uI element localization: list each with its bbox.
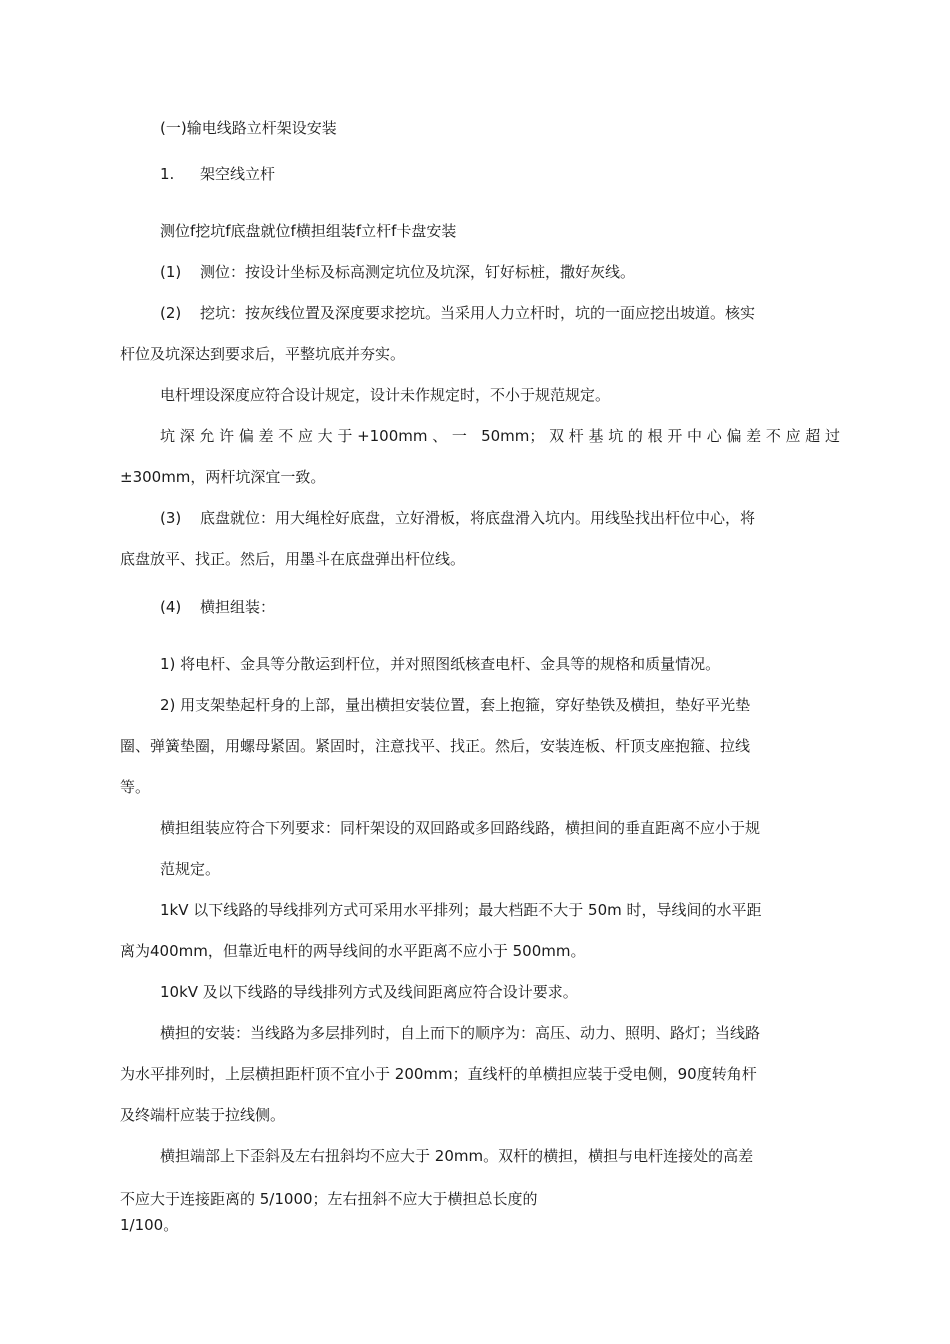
- deviation-line-1: 坑深允许偏差不应大于+100mm、一 50mm；双杆基坑的根开中心偏差不应超过: [160, 427, 840, 445]
- tilt-line-1: 横担端部上下歪斜及左右扭斜均不应大于 20mm。双杆的横担，横担与电杆连接处的高差: [160, 1147, 754, 1165]
- item-2-line-1: 2) 用支架垫起杆身的上部，量出横担安装位置，套上抱箍，穿好垫铁及横担，垫好平光垫: [160, 696, 751, 714]
- step-3-text: 底盘就位：用大绳栓好底盘，立好滑板，将底盘滑入坑内。用线坠找出杆位中心，将: [200, 509, 756, 527]
- step-2-number: (2): [160, 304, 182, 322]
- step-4-number: (4): [160, 598, 182, 616]
- step-1-text: 测位：按设计坐标及标高测定坑位及坑深，钉好标桩，撒好灰线。: [200, 263, 636, 281]
- requirements-line-1: 横担组装应符合下列要求：同杆架设的双回路或多回路线路，横担间的垂直距离不应小于规: [160, 819, 761, 837]
- item-1: 1) 将电杆、金具等分散运到杆位，并对照图纸核查电杆、金具等的规格和质量情况。: [160, 655, 721, 673]
- tilt-line-3: 1/100。: [120, 1216, 179, 1234]
- step-1: [160, 262, 635, 282]
- tilt-line-2: 不应大于连接距离的 5/1000；左右扭斜不应大于横担总长度的: [120, 1190, 538, 1208]
- kv1-line-1: 1kV 以下线路的导线排列方式可采用水平排列；最大档距不大于 50m 时，导线间的水平距: [160, 901, 762, 919]
- install-line-1: 横担的安装：当线路为多层排列时，自上而下的顺序为：高压、动力、照明、路灯；当线路: [160, 1024, 761, 1042]
- heading: (一)输电线路立杆架设安装: [160, 119, 337, 137]
- kv10-paragraph: 10kV 及以下线路的导线排列方式及线间距离应符合设计要求。: [160, 983, 578, 1001]
- depth-paragraph: 电杆埋设深度应符合设计规定，设计未作规定时，不小于规范规定。: [160, 386, 611, 404]
- item-2-line-2: 圈、弹簧垫圈，用螺母紧固。紧固时，注意找平、找正。然后，安装连板、杆顶支座抱箍、拉线: [120, 737, 751, 755]
- step-2-text: 挖坑：按灰线位置及深度要求挖坑。当采用人力立杆时，坑的一面应挖出坡道。核实: [200, 304, 756, 322]
- install-line-2: 为水平排列时，上层横担距杆顶不宜小于 200mm；直线杆的单横担应装于受电侧，90度转角杆: [120, 1065, 757, 1083]
- step-3-number: (3): [160, 509, 182, 527]
- step-2-line-2: 杆位及坑深达到要求后，平整坑底并夯实。: [120, 345, 406, 363]
- step-1-number: (1): [160, 263, 182, 281]
- section-number: 1.: [160, 165, 175, 183]
- requirements-line-2: 范规定。: [160, 860, 221, 878]
- step-4-title: 横担组装：: [200, 598, 276, 616]
- section-heading: [160, 164, 275, 184]
- install-line-3: 及终端杆应装于拉线侧。: [120, 1106, 286, 1124]
- kv1-line-2: 离为400mm，但靠近电杆的两导线间的水平距离不应小于 500mm。: [120, 942, 586, 960]
- step-3-line-2: 底盘放平、找正。然后，用墨斗在底盘弹出杆位线。: [120, 550, 466, 568]
- step-4: [160, 597, 275, 617]
- section-title: 架空线立杆: [200, 165, 276, 183]
- step-3-line-1: [160, 508, 755, 528]
- item-2-line-3: 等。: [120, 778, 151, 796]
- process-flow: 测位f挖坑f底盘就位f横担组装f立杆f卡盘安装: [160, 222, 457, 240]
- deviation-line-2: ±300mm，两杆坑深宜一致。: [120, 468, 326, 486]
- step-2-line-1: [160, 303, 840, 323]
